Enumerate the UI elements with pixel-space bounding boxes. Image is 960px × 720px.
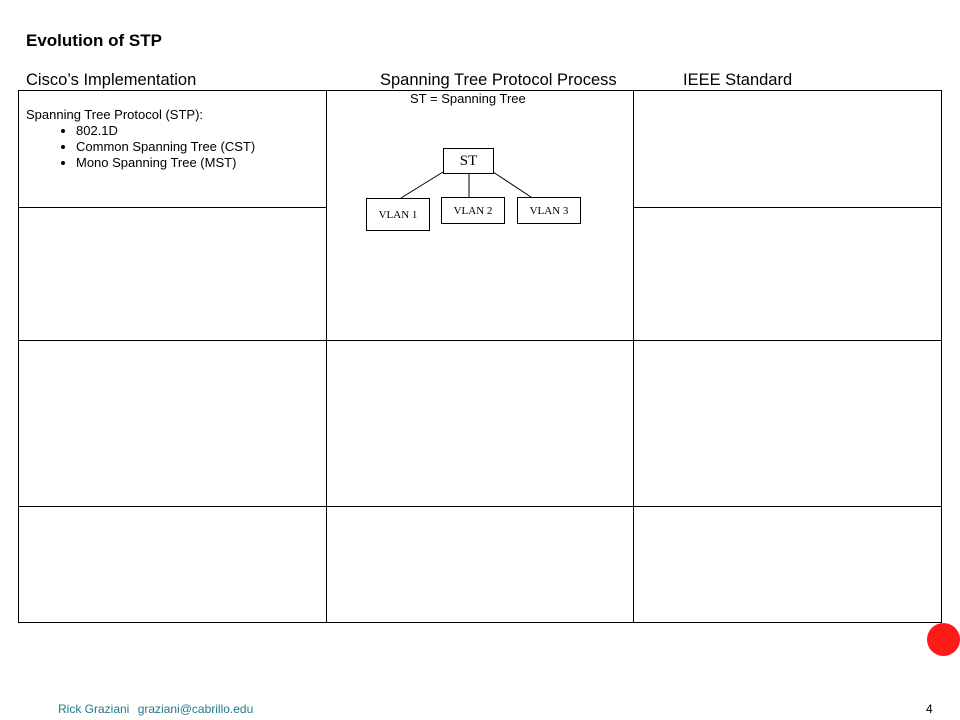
diagram-caption: ST = Spanning Tree xyxy=(410,91,526,106)
slide-title: Evolution of STP xyxy=(26,31,162,50)
page-number: 4 xyxy=(926,702,933,716)
column-header-ieee: IEEE Standard xyxy=(683,71,793,89)
vlan-box: VLAN 1 xyxy=(366,198,430,231)
vlan-box: VLAN 3 xyxy=(517,197,581,224)
record-indicator xyxy=(927,623,960,656)
list-item: • Common Spanning Tree (CST) xyxy=(76,139,255,155)
footer-credit xyxy=(58,702,258,716)
column-header-process: Spanning Tree Protocol Process xyxy=(380,71,617,89)
st-root-box: ST xyxy=(443,148,494,174)
cisco-cell-heading: Spanning Tree Protocol (STP): xyxy=(26,107,204,122)
footer-email[interactable]: graziani@cabrillo.edu xyxy=(137,702,254,716)
list-item: • Mono Spanning Tree (MST) xyxy=(76,155,255,171)
footer-author: Rick Graziani xyxy=(58,702,130,716)
vlan-box: VLAN 2 xyxy=(441,197,505,224)
list-item: • 802.1D xyxy=(76,123,255,139)
column-header-cisco: Cisco’s Implementation xyxy=(26,71,197,89)
